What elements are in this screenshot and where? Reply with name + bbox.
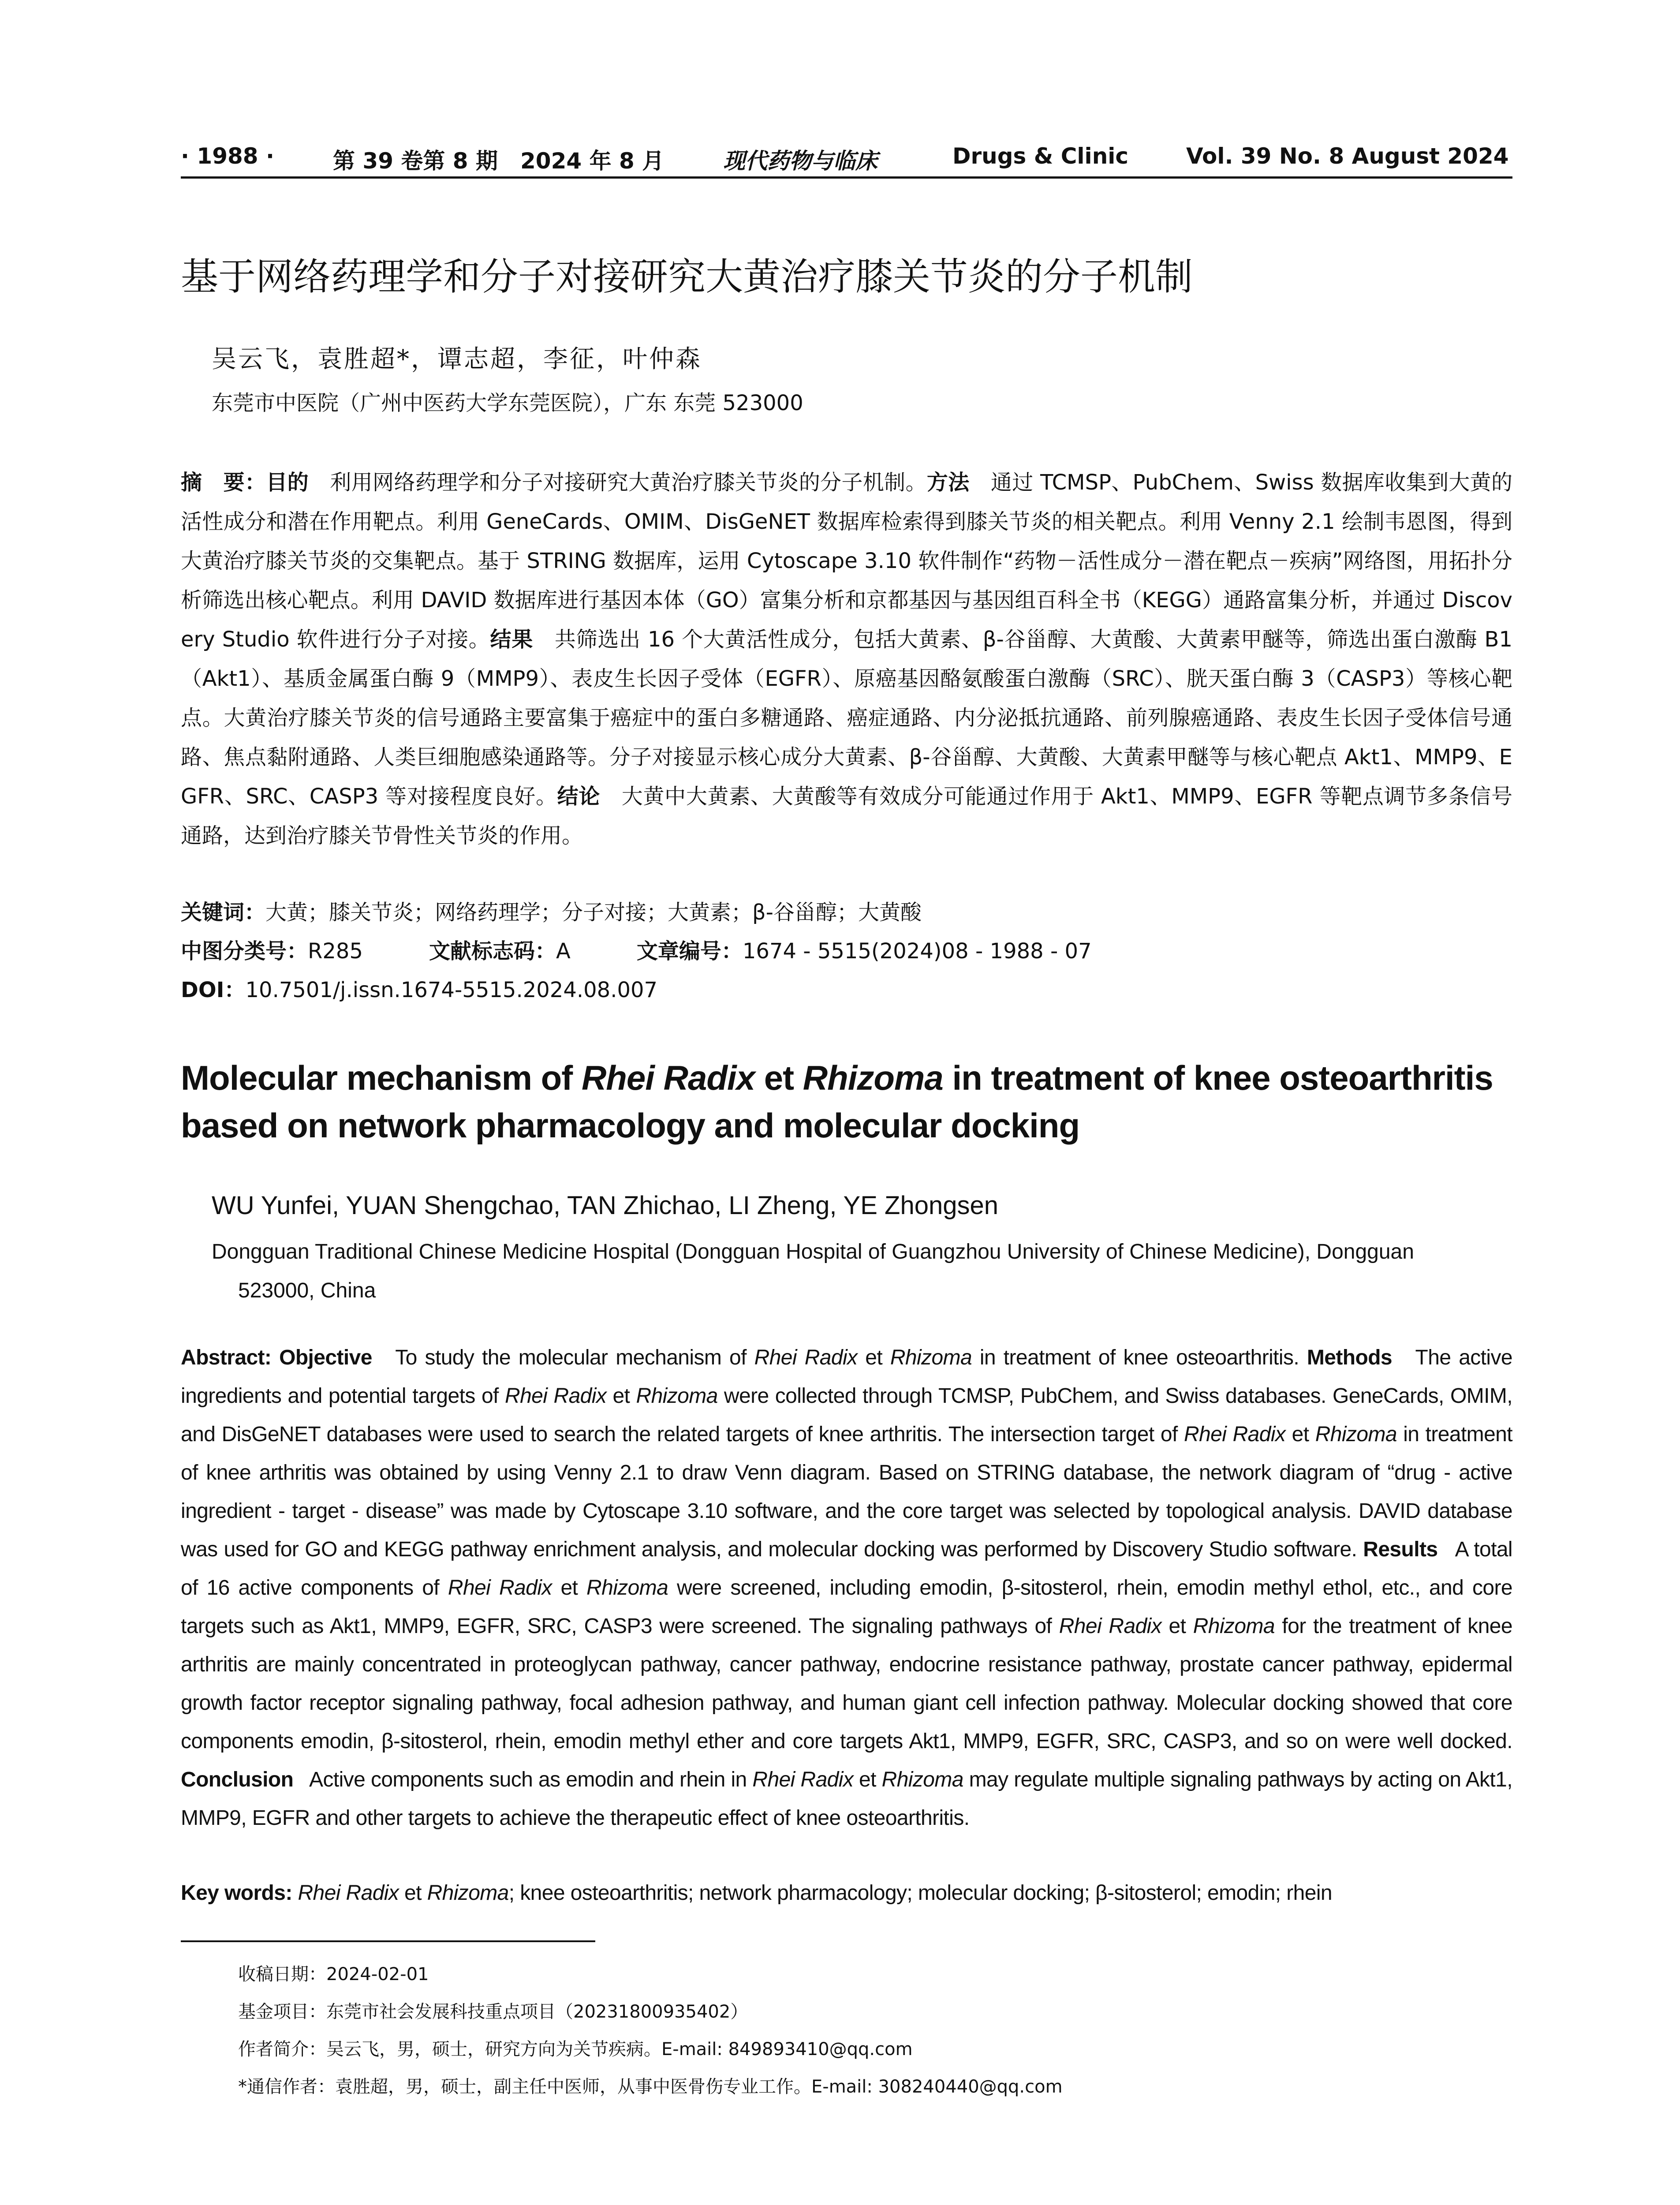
et-text: et <box>857 1346 890 1369</box>
conclusion-text-en: Active components such as emodin and rhein in <box>309 1768 753 1791</box>
herb-name: Rhizoma <box>586 1576 668 1600</box>
affiliation-en-line-1: Dongguan Traditional Chinese Medicine Hospital (Dongguan Hospital of Guangzhou University of Chinese Medicine), Dongguan <box>212 1240 1414 1263</box>
et-text: et <box>1161 1615 1193 1638</box>
et-text: et <box>853 1768 882 1791</box>
article-no-label: 文章编号： <box>636 939 743 964</box>
doc-code-value: A <box>556 939 571 964</box>
doi-line <box>181 973 657 1003</box>
herb-name: Rhei Radix <box>505 1384 607 1408</box>
methods-label-en: Methods <box>1307 1346 1393 1369</box>
keywords-label-en: Key words: <box>181 1881 292 1905</box>
affiliation-en <box>212 1233 1512 1310</box>
article-title-cn: 基于网络药理学和分子对接研究大黄治疗膝关节炎的分子机制 <box>181 255 1193 299</box>
received-date: 2024-02-01 <box>326 1964 429 1984</box>
classification-line <box>181 934 1092 964</box>
footnote-rule <box>181 1940 595 1942</box>
affiliation-en-line-2: 523000, China <box>238 1279 376 1302</box>
methods-text-en: in treatment of knee arthritis was obtained by using Venny 2.1 to draw Venn diagram. Based on STRING database, the network diagram of “drug - active ingredient - target - disease” was made by Cytoscape 3.10 software, and the core target was selected by topological analysis. DAVID database was used for GO and KEGG pathway enrichment analysis, and molecular docking was performed by Discovery Studio software. <box>181 1423 1512 1561</box>
article-no-value: 1674 - 5515(2024)08 - 1988 - 07 <box>742 939 1092 964</box>
keywords-label-cn: 关键词： <box>181 900 266 925</box>
herb-name: Rhei Radix <box>1184 1423 1286 1446</box>
methods-text-cn: 通过 TCMSP、PubChem、Swiss 数据库收集到大黄的活性成分和潜在作用靶点。利用 GeneCards、OMIM、DisGeNET 数据库检索得到膝关节炎的相关靶点。利用 Venny 2.1 绘制韦恩图，得到大黄治疗膝关节炎的交集靶点。基于 STRING 数据库，运用 Cytoscape 3.10 软件制作“药物－活性成分－潜在靶点－疾病”网络图，用拓扑分析筛选出核心靶点。利用 DAVID 数据库进行基因本体（GO）富集分析和京都基因与基因组百科全书（KEGG）通路富集分析，并通过 Discovery Studio 软件进行分子对接。 <box>181 470 1512 652</box>
footnote-corresponding <box>238 2073 1063 2098</box>
results-label-en: Results <box>1363 1538 1438 1561</box>
keywords-en <box>181 1881 1512 1905</box>
et-text: et <box>606 1384 636 1408</box>
keywords-cn <box>181 895 922 926</box>
results-text-en: A total of 16 active components of <box>181 1538 1512 1600</box>
methods-text-en: The active ingredients and potential targets of <box>181 1346 1512 1408</box>
affiliation-cn: 东莞市中医院（广州中医药大学东莞医院），广东 东莞 523000 <box>212 391 803 415</box>
doi-label: DOI： <box>181 978 246 1002</box>
results-label-cn: 结果 <box>490 627 534 652</box>
abstract-label-cn: 摘 要： <box>181 470 266 495</box>
title-en-herb-2: Rhizoma <box>803 1058 943 1097</box>
doi-link[interactable]: 10.7501/j.issn.1674-5515.2024.08.007 <box>245 978 658 1002</box>
footnote-received <box>238 1960 429 1985</box>
footnote-fund <box>238 1998 748 2023</box>
conclusion-label-en: Conclusion <box>181 1768 294 1791</box>
herb-name: Rhei Radix <box>448 1576 552 1600</box>
results-text-en: for the treatment of knee arthritis are mainly concentrated in proteoglycan pathway, cancer pathway, endocrine resistance pathway, prostate cancer pathway, epidermal growth factor receptor signaling pathway, focal adhesion pathway, and human giant cell infection pathway. Molecular docking showed that core components emodin, β-sitosterol, rhein, emodin methyl ether and core targets Akt1, MMP9, EGFR, SRC, CASP3, and so on were well docked. <box>181 1615 1512 1753</box>
herb-name: Rhizoma <box>1315 1423 1397 1446</box>
keywords-text-en: ; knee osteoarthritis; network pharmacology; molecular docking; β-sitosterol; emodin; rhein <box>508 1881 1333 1905</box>
objective-tail-en: in treatment of knee osteoarthritis. <box>972 1346 1299 1369</box>
objective-text-cn: 利用网络药理学和分子对接研究大黄治疗膝关节炎的分子机制。 <box>309 470 927 495</box>
herb-name: Rhei Radix <box>752 1768 854 1791</box>
clc-value: R285 <box>308 939 363 964</box>
running-header <box>181 143 1512 179</box>
results-text-cn: 共筛选出 16 个大黄活性成分，包括大黄素、β-谷甾醇、大黄酸、大黄素甲醚等，筛选出蛋白激酶 B1（Akt1）、基质金属蛋白酶 9（MMP9）、表皮生长因子受体（EGFR）、原癌基因酪氨酸蛋白激酶（SRC）、胱天蛋白酶 3（CASP3）等核心靶点。大黄治疗膝关节炎的信号通路主要富集于癌症中的蛋白多糖通路、癌症通路、内分泌抵抗通路、前列腺癌通路、表皮生长因子受体信号通路、焦点黏附通路、人类巨细胞感染通路等。分子对接显示核心成分大黄素、β-谷甾醇、大黄酸、大黄素甲醚等与核心靶点 Akt1、MMP9、EGFR、SRC、CASP3 等对接程度良好。 <box>181 627 1512 809</box>
authors-en: WU Yunfei, YUAN Shengchao, TAN Zhichao, LI Zheng, YE Zhongsen <box>212 1191 999 1220</box>
fund-label: 基金项目： <box>238 2002 326 2022</box>
herb-name: Rhizoma <box>881 1768 963 1791</box>
herb-name: Rhizoma <box>636 1384 718 1408</box>
received-label: 收稿日期： <box>238 1964 326 1984</box>
results-text-en: were screened, including emodin, β-sitosterol, rhein, emodin methyl ethol, etc., and core targets such as Akt1, MMP9, EGFR, SRC, CASP3 were screened. The signaling pathways of <box>181 1576 1512 1638</box>
journal-name-en: Drugs & Clinic <box>952 143 1129 169</box>
footnote-author <box>238 2035 913 2060</box>
et-text: et <box>1285 1423 1315 1446</box>
author-bio-label: 作者简介： <box>238 2039 326 2059</box>
herb-name: Rhizoma <box>1193 1615 1275 1638</box>
abstract-label-en: Abstract: <box>181 1346 272 1369</box>
article-title-en <box>181 1054 1512 1149</box>
conclusion-label-cn: 结论 <box>557 784 601 809</box>
methods-label-cn: 方法 <box>926 470 970 495</box>
title-en-herb-1: Rhei Radix <box>581 1058 755 1097</box>
abstract-en <box>181 1338 1512 1837</box>
authors-cn: 吴云飞，袁胜超*，谭志超，李征，叶仲森 <box>212 345 702 374</box>
objective-label-cn: 目的 <box>266 470 309 495</box>
fund-text: 东莞市社会发展科技重点项目（20231800935402） <box>326 2002 748 2022</box>
header-rule <box>181 176 1512 179</box>
herb-name: Rhei Radix <box>754 1346 858 1369</box>
conclusion-text-en: may regulate multiple signaling pathways by acting on Akt1, MMP9, EGFR and other targets to achieve the therapeutic effect of knee osteoarthritis. <box>181 1768 1512 1830</box>
abstract-cn <box>181 463 1512 856</box>
herb-name: Rhei Radix <box>1059 1615 1162 1638</box>
volume-issue-en: Vol. 39 No. 8 August 2024 <box>1186 143 1509 169</box>
corresponding-text: 袁胜超，男，硕士，副主任中医师，从事中医骨伤专业工作。E-mail: 308240440@qq.com <box>335 2077 1063 2097</box>
title-en-part-1: Molecular mechanism of <box>181 1058 582 1097</box>
title-en-part-3: in treatment of knee osteoarthritis based on network pharmacology and molecular docking <box>181 1058 1493 1145</box>
methods-text-en: were collected through TCMSP, PubChem, and Swiss databases. GeneCards, OMIM, and DisGeNET databases were used to search the related targets of knee arthritis. The intersection target of <box>181 1384 1512 1446</box>
corresponding-label: *通信作者： <box>238 2077 335 2097</box>
objective-label-en: Objective <box>279 1346 372 1369</box>
journal-name-cn: 现代药物与临床 <box>723 148 877 174</box>
et-text: et <box>552 1576 587 1600</box>
keywords-text-cn: 大黄；膝关节炎；网络药理学；分子对接；大黄素；β-谷甾醇；大黄酸 <box>265 900 922 925</box>
title-en-part-2: et <box>755 1058 803 1097</box>
date-cn: 2024 年 8 月 <box>520 148 665 174</box>
conclusion-text-cn: 大黄中大黄素、大黄酸等有效成分可能通过作用于 Akt1、MMP9、EGFR 等靶点调节多条信号通路，达到治疗膝关节骨性关节炎的作用。 <box>181 784 1512 848</box>
et-text: et <box>399 1881 427 1905</box>
herb-name: Rhei Radix <box>298 1881 399 1905</box>
objective-text-en: To study the molecular mechanism of <box>395 1346 754 1369</box>
herb-name: Rhizoma <box>890 1346 972 1369</box>
page-number: · 1988 · <box>181 143 274 169</box>
volume-issue-cn: 第 39 卷第 8 期 <box>333 148 498 174</box>
doc-code-label: 文献标志码： <box>429 939 556 964</box>
herb-name: Rhizoma <box>427 1881 509 1905</box>
author-bio-text: 吴云飞，男，硕士，研究方向为关节疾病。E-mail: 849893410@qq.com <box>326 2039 913 2059</box>
clc-label: 中图分类号： <box>181 939 308 964</box>
